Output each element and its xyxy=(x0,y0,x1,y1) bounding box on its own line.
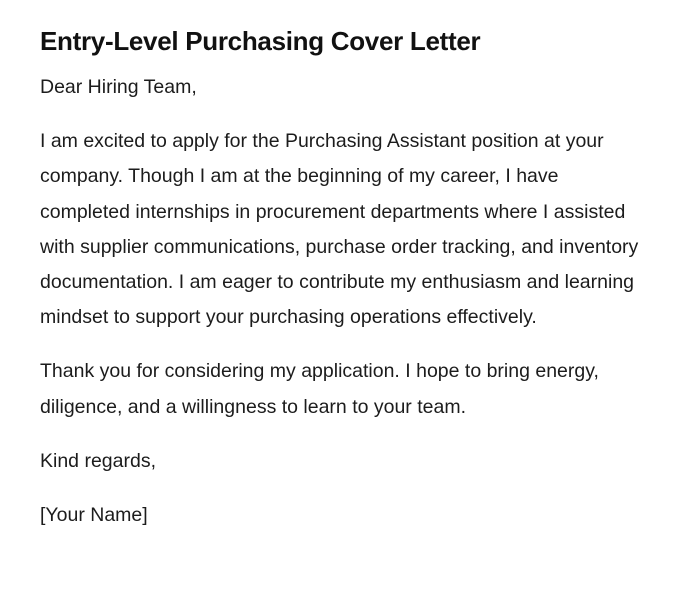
letter-closing: Kind regards, xyxy=(40,449,156,472)
letter-body-paragraph-1: I am excited to apply for the Purchasing Assistant position at your company. Though I am at the beginning of my career, I have completed internships in procurement departments where I assisted with supplier communications, purchase order tracking, and inventory documentation. I am eager to contribute my enthusiasm and learning mindset to support your purchasing operations effectively. xyxy=(40,130,639,329)
letter-body-paragraph-2: Thank you for considering my application. I hope to bring energy, diligence, and a willingness to learn to your team. xyxy=(40,360,599,418)
document-title: Entry-Level Purchasing Cover Letter xyxy=(40,26,481,56)
letter-greeting: Dear Hiring Team, xyxy=(40,76,197,98)
letter-signature: [Your Name] xyxy=(40,504,148,527)
cover-letter-document xyxy=(40,24,640,533)
